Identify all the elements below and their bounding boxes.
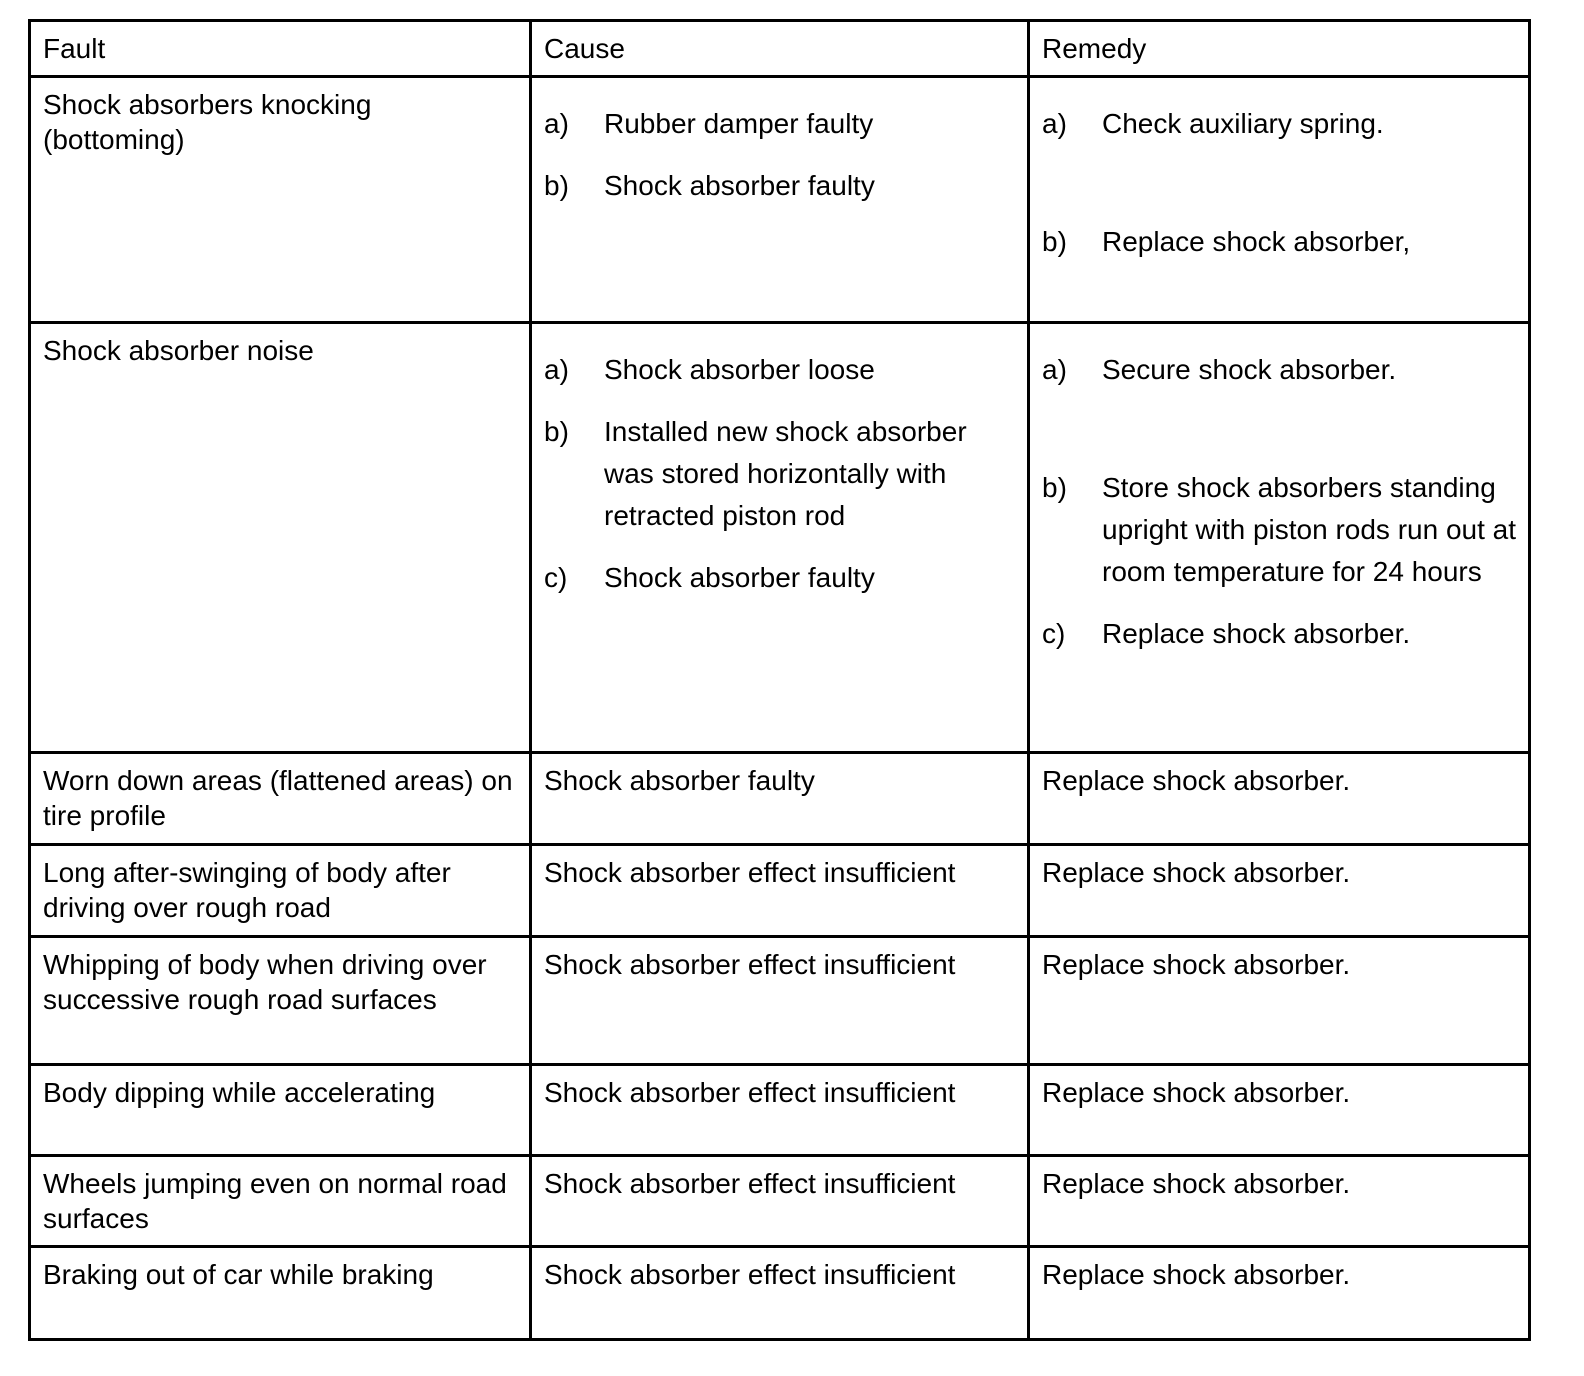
table-row [30, 845, 1530, 937]
item-letter: c) [1042, 618, 1066, 649]
fault-cell: Whipping of body when driving over successive rough road surfaces [30, 937, 531, 1065]
cause-list [544, 87, 1015, 207]
fault-cell: Worn down areas (flattened areas) on tire profile [30, 753, 531, 845]
table-row [30, 1247, 1530, 1340]
item-text: Installed new shock absorber was stored horizontally with retracted piston rod [604, 416, 967, 531]
cause-cell: Shock absorber effect insufficient [531, 1247, 1029, 1340]
cause-cell: Shock absorber effect insufficient [531, 845, 1029, 937]
remedy-list [1042, 87, 1516, 263]
item-text: Replace shock absorber. [1102, 618, 1411, 649]
remedy-cell: Replace shock absorber. [1029, 1247, 1530, 1340]
fault-cell: Long after-swinging of body after driving over rough road [30, 845, 531, 937]
item-letter: a) [544, 354, 569, 385]
table-row [30, 1156, 1530, 1247]
list-item [544, 349, 1015, 391]
list-item [1042, 613, 1516, 655]
remedy-cell: Replace shock absorber. [1029, 1156, 1530, 1247]
item-text: Secure shock absorber. [1102, 354, 1397, 385]
list-item [544, 557, 1015, 599]
item-text: Store shock absorbers standing upright with piston rods run out at room temperature for 24 hours [1102, 472, 1517, 587]
item-text: Shock absorber faulty [604, 170, 875, 201]
item-letter: b) [544, 170, 569, 201]
table-row [30, 753, 1530, 845]
cause-cell: Shock absorber effect insufficient [531, 1156, 1029, 1247]
item-text: Shock absorber loose [604, 354, 875, 385]
list-item [544, 411, 1015, 537]
table-row [30, 1065, 1530, 1156]
item-text: Replace shock absorber, [1102, 226, 1411, 257]
item-text: Shock absorber faulty [604, 562, 875, 593]
fault-cell: Shock absorber noise [30, 323, 531, 753]
remedy-cell [1029, 323, 1530, 753]
item-letter: a) [1042, 108, 1067, 139]
item-letter: b) [544, 416, 569, 447]
cause-cell [531, 77, 1029, 323]
troubleshooting-table [28, 19, 1531, 1341]
table-row [30, 937, 1530, 1065]
table-row [30, 323, 1530, 753]
remedy-cell: Replace shock absorber. [1029, 845, 1530, 937]
fault-cell: Body dipping while accelerating [30, 1065, 531, 1156]
remedy-cell: Replace shock absorber. [1029, 937, 1530, 1065]
table-row [30, 77, 1530, 323]
remedy-cell: Replace shock absorber. [1029, 1065, 1530, 1156]
item-letter: b) [1042, 226, 1067, 257]
fault-cell: Shock absorbers knocking (bottoming) [30, 77, 531, 323]
list-item [1042, 467, 1516, 593]
item-letter: c) [544, 562, 568, 593]
item-letter: a) [544, 108, 569, 139]
item-letter: b) [1042, 472, 1067, 503]
item-letter: a) [1042, 354, 1067, 385]
cause-list [544, 333, 1015, 599]
cause-cell: Shock absorber effect insufficient [531, 1065, 1029, 1156]
header-fault: Fault [30, 21, 531, 77]
remedy-cell: Replace shock absorber. [1029, 753, 1530, 845]
fault-cell: Braking out of car while braking [30, 1247, 531, 1340]
remedy-cell [1029, 77, 1530, 323]
list-item [1042, 221, 1516, 263]
list-item [544, 103, 1015, 145]
list-item [1042, 103, 1516, 145]
header-cause: Cause [531, 21, 1029, 77]
list-item [1042, 349, 1516, 391]
table-header-row [30, 21, 1530, 77]
list-item [544, 165, 1015, 207]
cause-cell [531, 323, 1029, 753]
item-text: Check auxiliary spring. [1102, 108, 1384, 139]
item-text: Rubber damper faulty [604, 108, 874, 139]
cause-cell: Shock absorber effect insufficient [531, 937, 1029, 1065]
remedy-list [1042, 333, 1516, 655]
header-remedy: Remedy [1029, 21, 1530, 77]
cause-cell: Shock absorber faulty [531, 753, 1029, 845]
fault-cell: Wheels jumping even on normal road surfaces [30, 1156, 531, 1247]
